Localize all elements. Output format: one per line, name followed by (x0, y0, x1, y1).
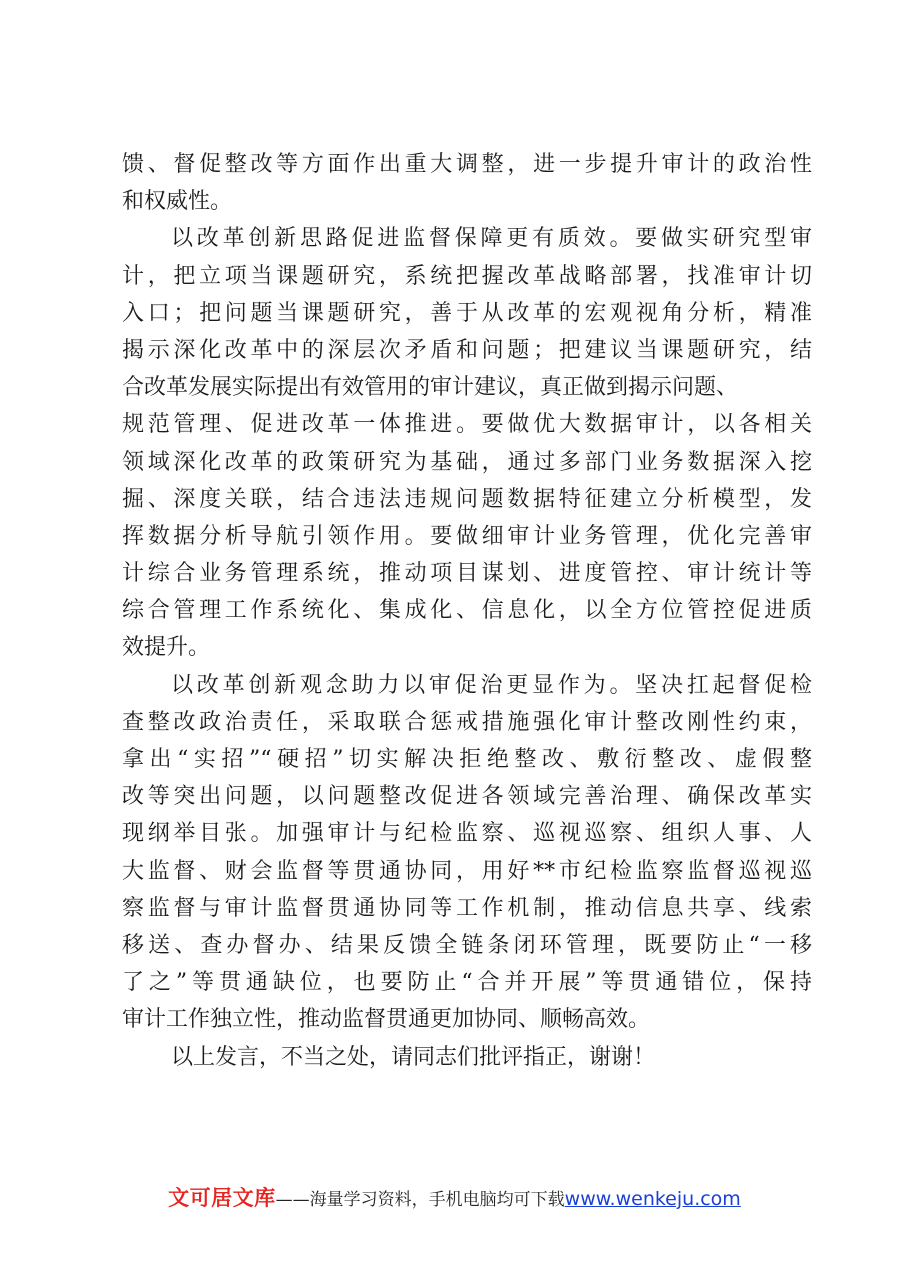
text-line: 效提升。 (122, 635, 211, 661)
text-line: 查整改政治责任，采取联合惩戒措施强化审计整改刚性约束， (122, 709, 812, 735)
text-line: 规范管理、促进改革一体推进。要做优大数据审计，以各相关 (122, 412, 812, 438)
text-line: 掘、深度关联，结合违法违规问题数据特征建立分析模型，发 (122, 486, 812, 512)
document-body (122, 146, 812, 1076)
paragraph-heading-line: 以改革创新观念助力以审促治更显作为。坚决扛起督促检 (171, 672, 812, 698)
text-line: 计综合业务管理系统，推动项目谋划、进度管控、审计统计等 (122, 561, 812, 587)
text-line: 领域深化改革的政策研究为基础，通过多部门业务数据深入挖 (122, 449, 812, 475)
text-line: 揭示深化改革中的深层次矛盾和问题；把建议当课题研究，结 (122, 337, 812, 363)
text-line: 现纲举目张。加强审计与纪检监察、巡视巡察、组织人事、人 (122, 821, 812, 847)
text-line: 改等突出问题，以问题整改促进各领域完善治理、确保改革实 (122, 784, 812, 810)
text-line: 合改革发展实际提出有效管用的审计建议，真正做到揭示问题、 (122, 375, 739, 401)
text-line: 审计工作独立性，推动监督贯通更加协同、顺畅高效。 (122, 1007, 651, 1033)
text-line: 挥数据分析导航引领作用。要做细审计业务管理，优化完善审 (122, 523, 812, 549)
text-line: 察监督与审计监督贯通协同等工作机制，推动信息共享、线索 (122, 895, 812, 921)
website-link[interactable]: www.wenkeju.com (564, 1188, 741, 1210)
text-line: 了之”等贯通缺位，也要防止“合并开展”等贯通错位，保持 (122, 970, 812, 996)
text-line: 移送、查办督办、结果反馈全链条闭环管理，既要防止“一移 (122, 932, 812, 958)
paragraph-heading-line: 以改革创新思路促进监督保障更有质效。要做实研究型审 (171, 226, 812, 252)
text-line: 计，把立项当课题研究，系统把握改革战略部署，找准审计切 (122, 263, 812, 289)
brand-name: 文可居文库 (168, 1186, 276, 1210)
closing-line: 以上发言，不当之处，请同志们批评指正，谢谢！ (171, 1044, 656, 1070)
footer-banner (0, 1182, 909, 1212)
text-line: 和权威性。 (122, 189, 233, 215)
text-line: 综合管理工作系统化、集成化、信息化，以全方位管控促进质 (122, 598, 812, 624)
text-line: 入口；把问题当课题研究，善于从改革的宏观视角分析，精准 (122, 300, 812, 326)
text-line: 拿出“实招”“硬招”切实解决拒绝整改、敷衍整改、虚假整 (122, 747, 812, 772)
text-line: 馈、督促整改等方面作出重大调整，进一步提升审计的政治性 (122, 152, 812, 177)
footer-tagline: ——海量学习资料，手机电脑均可下载 (275, 1190, 565, 1210)
text-line: 大监督、财会监督等贯通协同，用好**市纪检监察监督巡视巡 (122, 858, 812, 884)
